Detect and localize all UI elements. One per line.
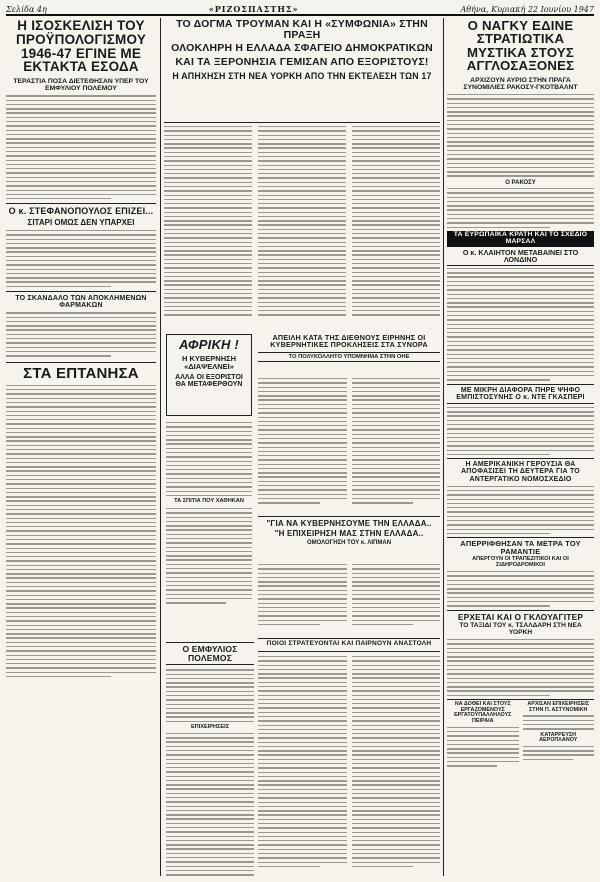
rakosi-heading: Ο ΡΑΚΟΣΥ <box>505 179 536 186</box>
allowance-heading: ΝΑ ΔΟΘΕΙ ΚΑΙ ΣΤΟΥΣ ΕΡΓΑΖΟΜΕΝΟΥΣ ΕΡΓΑΤΟΫΠΑΛΛΗΛΟΥΣ ΠΕΙΡΑΙΑ <box>454 701 512 725</box>
stefanopoulos-article-body <box>6 230 156 287</box>
lippmann-quote-1: "ΓΙΑ ΝΑ ΚΥΒΕΡΝΗΣΟΥΜΕ ΤΗΝ ΕΛΛΑΔΑ.. <box>266 519 432 528</box>
threat-headline: ΑΠΕΙΛΗ ΚΑΤΑ ΤΗΣ ΔΙΕΘΝΟΥΣ ΕΙΡΗΝΗΣ ΟΙ ΚΥΒΕΡΝΗΤΙΚΕΣ ΠΡΟΚΛΗΣΕΙΣ ΣΤΑ ΣΥΝΟΡΑ <box>270 334 428 350</box>
center-text-col-a <box>164 126 252 319</box>
banner-rule <box>164 122 440 123</box>
operations-heading: ΕΠΙΧΕΙΡΗΣΕΙΣ <box>190 723 230 730</box>
stefanopoulos-headline: Ο κ. ΣΤΕΦΑΝΟΠΟΥΛΟΣ ΕΠΙΖΕΙ... <box>6 203 156 216</box>
budget-article-body <box>6 95 156 199</box>
ramadier-headline: ΑΠΕΡΡΙΦΘΗΣΑΝ ΤΑ ΜΕΤΡΑ ΤΟΥ ΡΑΜΑΝΤΙΕ <box>447 537 594 555</box>
budget-subheadline: ΤΕΡΑΣΤΙΑ ΠΟΣΑ ΔΙΕΤΕΘΗΣΑΝ ΥΠΕΡ ΤΟΥ ΕΜΦΥΛΙΟΥ ΠΟΛΕΜΟΥ <box>13 78 149 93</box>
conscription-article-body <box>258 656 440 876</box>
africa-article-body <box>166 422 252 636</box>
africa-subtitle-1: Η ΚΥΒΕΡΝΗΣΗ «ΔΙΑΨΕΛΝΕΙ» <box>181 354 237 372</box>
conscription-headline: ΠΟΙΟΙ ΣΤΡΑΤΕΥΟΝΤΑΙ ΚΑΙ ΠΑΙΡΝΟΥΝ ΑΝΑΣΤΟΛΗ <box>266 640 432 647</box>
stefanopoulos-subheadline: ΣΙΤΑΡΙ ΟΜΩΣ ΔΕΝ ΥΠΑΡΧΕΙ <box>27 217 135 227</box>
center-upper-text <box>164 126 440 326</box>
lippmann-quote-box <box>258 516 440 560</box>
houses-heading: ΤΑ ΣΠΙΤΙΑ ΠΟΥ ΧΑΘΗΚΑΝ <box>174 498 244 505</box>
civil-war-headline: Ο ΕΜΦΥΛΙΟΣ ΠΟΛΕΜΟΣ <box>166 642 254 665</box>
issue-date: Αθήνα, Κυριακή 22 Ιουνίου 1947 <box>460 4 594 14</box>
running-header <box>6 4 594 16</box>
threat-article-body <box>258 378 440 510</box>
page-number: Σελίδα 4η <box>6 4 47 14</box>
medicines-article-body <box>6 312 156 356</box>
banner-line-3: ΚΑΙ ΤΑ ΞΕΡΟΝΗΣΙΑ ΓΕΜΙΣΑΝ ΑΠΟ ΕΞΟΡΙΣΤΟΥΣ! <box>175 56 429 69</box>
marshall-plan-headline: ΤΑ ΕΥΡΩΠΑΪΚΑ ΚΡΑΤΗ ΚΑΙ ΤΟ ΣΧΕΔΙΟ ΜΑΡΣΑΛ <box>447 231 594 247</box>
africa-box <box>166 334 252 416</box>
center-text-col-b <box>258 126 346 319</box>
left-column <box>6 18 156 876</box>
budget-headline: Η ΙΣΟΣΚΕΛΙΣΗ ΤΟΥ ΠΡΟΫΠΟΛΟΓΙΣΜΟΥ 1946-47 ΕΓΙΝΕ ΜΕ ΕΚΤΑΚΤΑ ΕΣΟΔΑ <box>15 18 147 75</box>
banner-line-1: ΤΟ ΔΟΓΜΑ ΤΡΟΥΜΑΝ ΚΑΙ Η «ΣΥΜΦΩΝΙΑ» ΣΤΗΝ ΠΡΑΞΗ <box>176 18 428 41</box>
conscription-strip <box>258 638 440 652</box>
de-gasperi-headline: ΜΕ ΜΙΚΡΗ ΔΙΑΦΟΡΑ ΠΗΡΕ ΨΗΦΟ ΕΜΠΙΣΤΟΣΥΝΗΣ Ο κ. ΝΤΕ ΓΚΑΣΠΕΡΙ <box>447 384 594 404</box>
columns-area <box>6 18 594 876</box>
eptanisa-article-body <box>6 385 156 678</box>
column-rule <box>160 18 161 876</box>
lippmann-article-body <box>258 564 440 634</box>
operations-police-heading: ΑΡΧΙΣΑΝ ΕΠΙΧΕΙΡΗΣΕΙΣ ΣΤΗΝ Π. ΑΣΤΥΝΟΜΙΚΗ <box>527 701 590 713</box>
threat-subheadline: ΤΟ ΠΟΛΥΚΟΛΛΗΤΟ ΥΠΟΜΝΗΜΑ ΣΤΗΝ ΟΗΕ <box>258 352 440 362</box>
banner-line-2: ΟΛΟΚΛΗΡΗ Η ΕΛΛΑΔΑ ΣΦΑΓΕΙΟ ΔΗΜΟΚΡΑΤΙΚΩΝ <box>171 42 433 55</box>
right-column <box>447 18 594 876</box>
mid-center-head <box>258 334 440 374</box>
ramadier-subheadline: ΑΠΕΡΓΟΥΝ ΟΙ ΤΡΑΠΕΖΙΤΙΚΟΙ ΚΑΙ ΟΙ ΣΙΔΗΡΟΔΡΟΜΙΚΟΙ <box>472 556 569 569</box>
plane-crash-heading: ΚΑΤΑΡΡΕΥΣΗ ΑΕΡΟΠΛΑΝΟΥ <box>539 731 578 744</box>
medicines-headline: ΤΟ ΣΚΑΝΔΑΛΟ ΤΩΝ ΑΠΟΚΛΗΜΕΝΩΝ ΦΑΡΜΑΚΩΝ <box>6 291 156 309</box>
lippmann-quote-2: "Η ΕΠΙΧΕΙΡΗΣΗ ΜΑΣ ΣΤΗΝ ΕΛΛΑΔΑ.. <box>274 529 424 539</box>
nagy-headline: Ο ΝΑΓΚΥ ΕΔΙΝΕ ΣΤΡΑΤΙΩΤΙΚΑ ΜΥΣΤΙΚΑ ΣΤΟΥΣ ΑΓΓΛΟΣΑΞΟΝΕΣ <box>466 18 575 74</box>
civil-war-section <box>166 642 254 876</box>
tsaldaris-subheadline: ΤΟ ΤΑΞΙΔΙ ΤΟΥ κ. ΤΣΑΛΔΑΡΗ ΣΤΗ ΝΕΑ ΥΟΡΚΗ <box>459 622 582 637</box>
glaouaiter-headline: ΕΡΧΕΤΑΙ ΚΑΙ Ο ΓΚΛΟΥΑΓΙΤΕΡ <box>447 610 594 622</box>
lippmann-subheadline: ΟΜΟΛΟΓΗΣΗ ΤΟΥ κ. ΛΙΠΜΑΝ <box>306 540 392 547</box>
banner-line-4: Η ΑΠΗΧΗΣΗ ΣΤΗ ΝΕΑ ΥΟΡΚΗ ΑΠΟ ΤΗΝ ΕΚΤΕΛΕΣΗ ΤΩΝ 17 <box>172 70 432 81</box>
nagy-subheadline: ΑΡΧΙΖΟΥΝ ΑΥΡΙΟ ΣΤΗΝ ΠΡΑΓΑ ΣΥΝΟΜΙΛΙΕΣ ΡΑΚΟΣΥ-ΓΚΟΤΒΑΛΝΤ <box>463 76 578 91</box>
africa-subtitle-2: ΑΛΛΑ ΟΙ ΕΞΟΡΙΣΤΟΙ ΘΑ ΜΕΤΑΦΕΡΘΟΥΝ <box>175 374 243 389</box>
senate-headline: Η ΑΜΕΡΙΚΑΝΙΚΗ ΓΕΡΟΥΣΙΑ ΘΑ ΑΠΟΦΑΣΙΣΕΙ ΤΗ ΔΕΥΤΕΡΑ ΓΙΑ ΤΟ ΑΝΤΕΡΓΑΤΙΚΟ ΝΟΜΟΣΧΕΔΙΟ <box>447 458 594 482</box>
newspaper-name: «ΡΙΖΟΣΠΑΣΤΗΣ» <box>208 4 299 14</box>
clayton-headline: Ο κ. ΚΛΑΙΗΤΟΝ ΜΕΤΑΒΑΙΝΕΙ ΣΤΟ ΛΟΝΔΙΝΟ <box>447 249 594 266</box>
column-rule <box>443 18 444 876</box>
eptanisa-headline: ΣΤΑ ΕΠΤΑΝΗΣΑ <box>6 362 156 381</box>
africa-title: ΑΦΡΙΚΗ ! <box>179 337 239 352</box>
center-text-col-c <box>352 126 440 319</box>
center-banner <box>164 18 440 120</box>
